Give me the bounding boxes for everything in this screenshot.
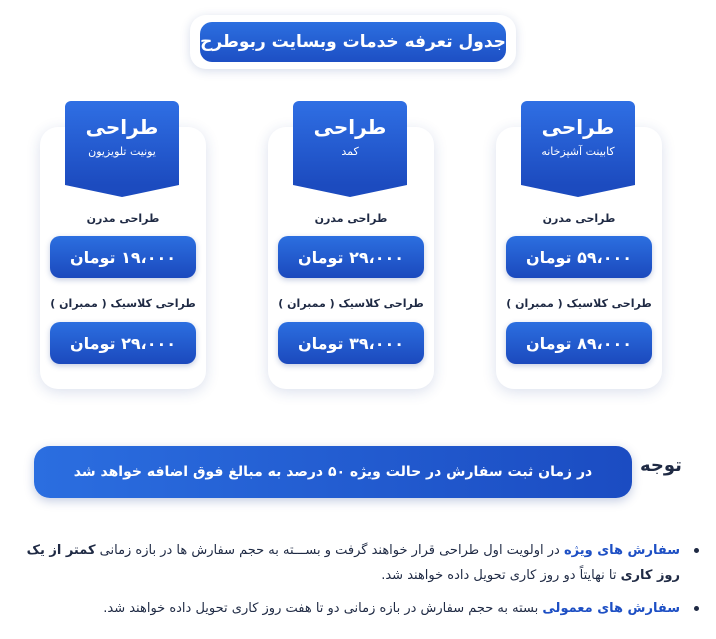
modern-design-label: طراحی مدرن <box>86 212 160 225</box>
modern-price-badge: ۱۹،۰۰۰ تومان <box>50 236 196 278</box>
banner-subtitle: کمد <box>341 145 359 158</box>
banner-title: طراحی <box>541 115 615 139</box>
page-title: جدول تعرفه خدمات وبسایت ربوطرح <box>200 22 506 62</box>
banner-subtitle: کابینت آشپزخانه <box>541 145 615 158</box>
list-item <box>20 596 702 621</box>
classic-price-badge: ۳۹،۰۰۰ تومان <box>278 322 424 364</box>
card-banner-tv-unit <box>65 101 179 185</box>
special-orders-text-end: تا نهایتاً دو روز کاری تحویل داده خواهند شد. <box>381 568 621 583</box>
card-banner-closet <box>293 101 407 185</box>
title-pill <box>190 15 516 69</box>
regular-orders-text: بسته به حجم سفارش در بازه زمانی دو تا هفت روز کاری تحویل داده خواهند شد. <box>103 601 543 616</box>
note-heading: توجه <box>640 455 682 476</box>
terms-list <box>20 538 702 629</box>
modern-price-badge: ۵۹،۰۰۰ تومان <box>506 236 652 278</box>
modern-price-badge: ۲۹،۰۰۰ تومان <box>278 236 424 278</box>
bullet-dot-icon <box>694 548 699 553</box>
modern-design-label: طراحی مدرن <box>314 212 388 225</box>
card-banner-kitchen-cabinet <box>521 101 635 185</box>
banner-subtitle: یونیت تلویزیون <box>88 145 156 158</box>
classic-design-label: طراحی کلاسیک ( ممبران ) <box>50 297 196 310</box>
special-orders-text: در اولویت اول طراحی قرار خواهند گرفت و بســـته به حجم سفارش ها در بازه زمانی <box>95 543 564 558</box>
special-orders-term: سفارش های ویژه <box>563 543 680 558</box>
classic-price-badge: ۲۹،۰۰۰ تومان <box>50 322 196 364</box>
classic-design-label: طراحی کلاسیک ( ممبران ) <box>506 297 652 310</box>
regular-orders-term: سفارش های معمولی <box>542 601 680 616</box>
banner-title: طراحی <box>313 115 387 139</box>
note-banner: در زمان ثبت سفارش در حالت ویژه ۵۰ درصد به مبالغ فوق اضافه خواهد شد <box>34 446 632 498</box>
banner-title: طراحی <box>85 115 159 139</box>
modern-design-label: طراحی مدرن <box>542 212 616 225</box>
classic-price-badge: ۸۹،۰۰۰ تومان <box>506 322 652 364</box>
classic-design-label: طراحی کلاسیک ( ممبران ) <box>278 297 424 310</box>
list-item <box>20 538 702 588</box>
bullet-dot-icon <box>694 606 699 611</box>
special-orders-highlight: کمتر از یک روز کاری <box>26 543 680 583</box>
